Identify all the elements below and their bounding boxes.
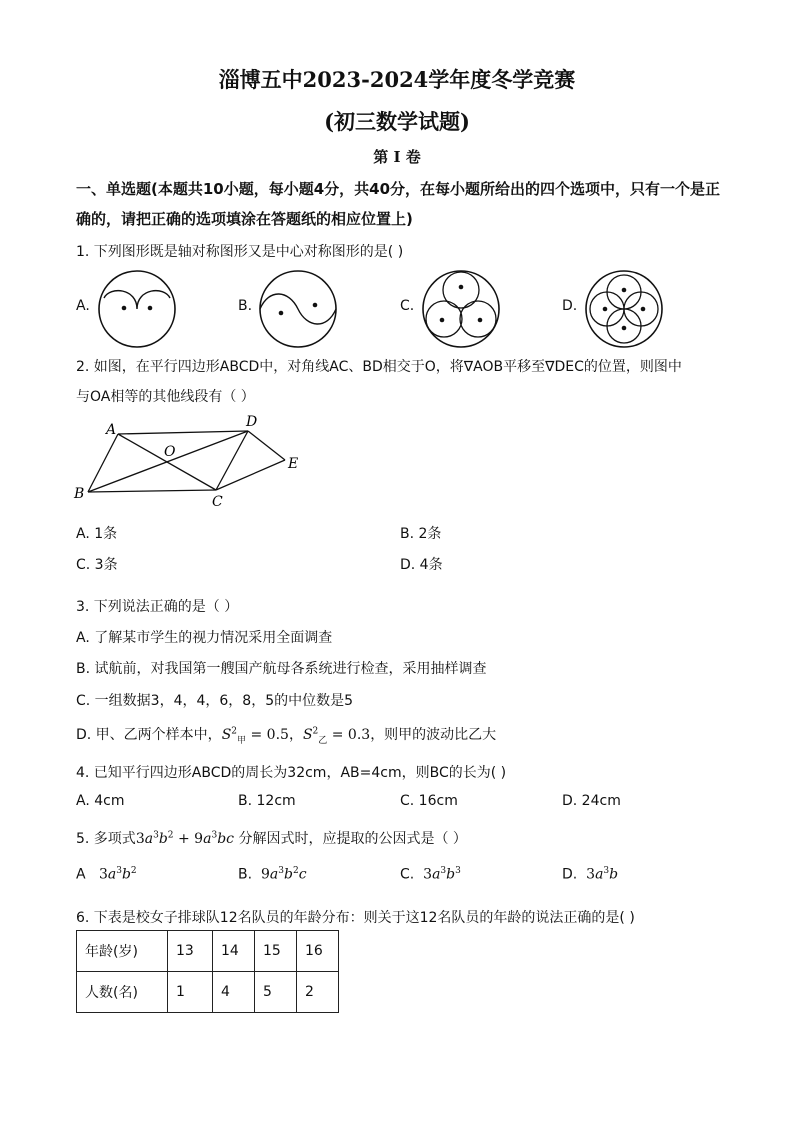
three-circles-in-circle-icon	[420, 268, 502, 350]
q5-stem-suffix: 分解因式时，应提取的公因式是（ ）	[238, 831, 467, 847]
q3-s1-value: = 0.5	[250, 727, 289, 743]
table-row	[77, 931, 339, 972]
question-4-stem: 4. 已知平行四边形ABCD的周长为32cm，AB=4cm，则BC的长为( )	[76, 765, 507, 781]
page-subtitle: (初三数学试题)	[324, 109, 470, 134]
table-cell: 14	[213, 931, 255, 972]
q3-option-d: D. 甲、乙两个样本中，$S^2_甲 = 0.5$，$S^2_乙 = 0.3$，则甲的波动比乙大	[76, 726, 497, 746]
q3-option-d-prefix: D. 甲、乙两个样本中，	[76, 727, 222, 743]
volume-label: 第 I 卷	[373, 148, 421, 166]
table-cell: 5	[255, 972, 297, 1013]
table-cell: 4	[213, 972, 255, 1013]
vertex-label-b: B	[74, 486, 85, 502]
table-cell: 13	[168, 931, 213, 972]
four-petal-circle-icon	[583, 268, 665, 350]
page-title: 淄博五中2023-2024学年度冬学竞赛	[218, 67, 576, 92]
question-1-stem: 1. 下列图形既是轴对称图形又是中心对称图形的是( )	[76, 244, 404, 260]
q2-option-a: A. 1条	[76, 526, 118, 542]
q1-option-b-label: B.	[238, 298, 253, 314]
q2-option-b: B. 2条	[400, 526, 442, 542]
q4-option-a: A. 4cm	[76, 793, 125, 809]
vertex-label-a: A	[106, 422, 117, 438]
q5-polynomial: $3a^3b^2 + 9a^3bc$	[135, 830, 234, 847]
table-cell: 16	[297, 931, 339, 972]
q3-option-d-suffix: ，则甲的波动比乙大	[370, 727, 497, 743]
q5-option-a: A $3a^3b^2$	[76, 866, 137, 883]
q5-option-c: C. $3a^3b^3$	[400, 866, 461, 883]
vertex-label-e: E	[288, 456, 299, 472]
q5-option-d: D. $3a^3b$	[562, 866, 619, 883]
table-cell: 1	[168, 972, 213, 1013]
q4-option-d: D. 24cm	[562, 793, 621, 809]
q3-sub-jia: 甲	[237, 735, 247, 746]
q3-option-a: A. 了解某市学生的视力情况采用全面调查	[76, 630, 333, 646]
q1-option-c-label: C.	[400, 298, 415, 314]
q4-option-c: C. 16cm	[400, 793, 458, 809]
q5-stem-prefix: 5. 多项式	[76, 831, 136, 847]
table-cell: 15	[255, 931, 297, 972]
question-5-stem	[76, 828, 467, 848]
question-6-stem: 6. 下表是校女子排球队12名队员的年龄分布：则关于这12名队员的年龄的说法正确的是( )	[76, 910, 635, 926]
parallelogram-figure	[70, 410, 310, 515]
q2-option-c: C. 3条	[76, 557, 118, 573]
q2-option-d: D. 4条	[400, 557, 443, 573]
q3-option-b: B. 试航前，对我国第一艘国产航母各系统进行检查，采用抽样调查	[76, 661, 487, 677]
heart-dots-circle-icon	[96, 268, 178, 350]
age-distribution-table	[76, 930, 339, 1013]
section-instructions: 一、单选题(本题共10小题，每小题4分，共40分，在每小题所给出的四个选项中，只有一个是正确的，请把正确的选项填涂在答题纸的相应位置上)	[76, 180, 721, 228]
vertex-label-c: C	[212, 494, 223, 510]
q4-option-b: B. 12cm	[238, 793, 296, 809]
q1-option-a-label: A.	[76, 298, 90, 314]
question-3-stem: 3. 下列说法正确的是（ ）	[76, 599, 239, 615]
q3-sub-yi: 乙	[318, 735, 328, 746]
question-2-stem-line2: 与OA相等的其他线段有（ ）	[76, 389, 255, 405]
table-header-count: 人数(名)	[77, 972, 168, 1013]
question-2-stem-line1: 2. 如图，在平行四边形ABCD中，对角线AC、BD相交于O，将∇AOB平移至∇DEC的位置，则图中	[76, 359, 682, 375]
yin-yang-circle-icon	[257, 268, 339, 350]
vertex-label-d: D	[246, 414, 258, 430]
table-row	[77, 972, 339, 1013]
table-header-age: 年龄(岁)	[77, 931, 168, 972]
q3-s2-value: = 0.3	[331, 727, 371, 743]
vertex-label-o: O	[164, 444, 176, 460]
q3-option-c: C. 一组数据3，4，4，6，8，5的中位数是5	[76, 693, 354, 709]
q5-option-b: B. $9a^3b^2c$	[238, 866, 307, 883]
q1-option-d-label: D.	[562, 298, 578, 314]
table-cell: 2	[297, 972, 339, 1013]
